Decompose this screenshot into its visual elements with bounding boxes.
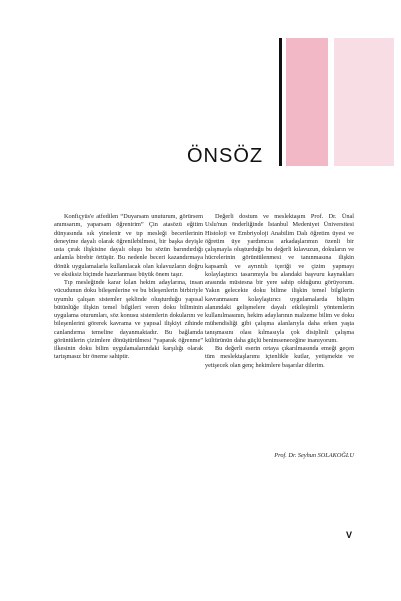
right-text-column (205, 213, 354, 370)
left-text-column (54, 213, 203, 362)
decorative-black-bar (279, 38, 282, 166)
author-signature: Prof. Dr. Seyhun SOLAKOĞLU (274, 452, 354, 459)
paragraph: Değerli dostum ve meslektaşım Prof. Dr. Ünal Uslu'nun önderliğinde İstanbul Medeniyet Üniversitesi Histoloji ve Embriyoloji Anabilim Dalı öğretim üyesi ve öğretim üye yardımcısı arkadaşlarımın özenli bir çalışmayla oluşturduğu bu değerli kılavuzun, dokuların ve hücrelerinin görüntülenmesi ve tanınmasına ilişkin kapsamlı ve ayrıntılı içeriği ve çizim yapmayı kolaylaştırıcı tasarımıyla bu alandaki başvuru kaynakları arasında müstesna bir yere sahip olduğunu görüyorum. Yakın gelecekte doku bilime ilişkin temel bilgilerin kavranmasını kolaylaştırıcı uygulamalarda bilişim alanındaki gelişmelere dayalı etkileşimli yöntemlerin kullanılmasının, hekim adaylarının malzeme bilim ve doku mühendisliği gibi çalışma alanlarıyla daha erken yaşta tanışmasını olası kılmasıyla çok disiplinli çalışma kültürünün daha güçlü benimseneceğine inanıyorum. (205, 213, 354, 344)
paragraph: Tıp mesleğinde karar kılan hekim adaylarına, insan vücudunun doku bileşenlerine ve bu bileşenlerin birbiriyle uyumlu çalışan sistemler şeklinde oluşturduğu yapısal bütünlüğe ilişkin temel bilgileri veren doku biliminin uygulama oturumları, söz konusu sistemlerin dokularını ve bileşenlerini görerek kavrama ve yapısal ilişkiyi zihinde canlandırma temeline dayanmaktadır. Bu bağlamda görüntülerin çizimlere dönüştürülmesi “yaparak öğrenme” ilkesinin doku bilim uygulamalarındaki karşılığı olarak tartışmasız bir öneme sahiptir. (54, 279, 203, 361)
paragraph: Konfiçyüs'e atfedilen “Duyarsam unuturum, görürsem anımsarım, yaparsam öğrenirim” Çin atasözü eğitim dünyasında sık yinelenir ve tıp mesleği becerilerinin deneyime dayalı olarak öğrenilebilmesi, bir başka deyişle usta çırak ilişkisine dayalı oluşu bu sözün barındırdığı anlamla birebir örtüşür. Bu nedenle beceri kazandırmaya dönük uygulamalarla kullanılacak olan kılavuzların doğru ve eksiksiz biçimde hazırlanması büyük önem taşır. (54, 213, 203, 278)
page-number: V (346, 530, 353, 540)
paragraph: Bu değerli eserin ortaya çıkarılmasında emeği geçen tüm meslektaşlarımı içtenlikle kutlar, yetişmekte ve yetişecek olan genç hekimlere başarılar dilerim. (205, 345, 354, 369)
decorative-pink-block-dark (286, 38, 328, 166)
decorative-pink-block-light (334, 38, 394, 166)
page-title: ÖNSÖZ (187, 145, 264, 167)
